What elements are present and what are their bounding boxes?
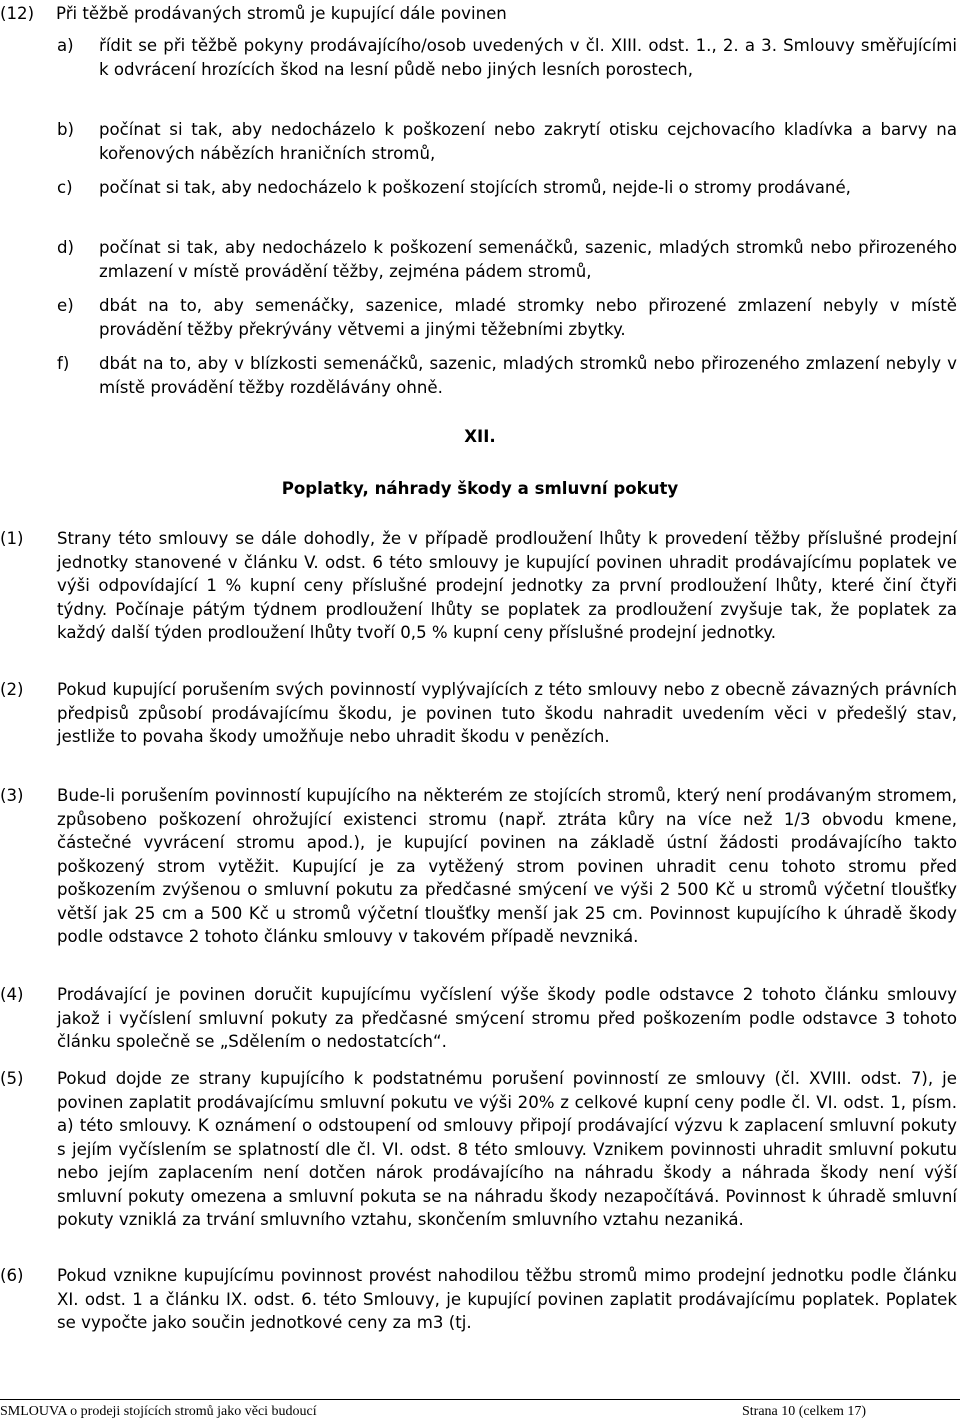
list-item-label: c) <box>57 178 73 197</box>
list-item-text: počínat si tak, aby nedocházelo k poškození nebo zakrytí otisku cejchovacího kladívka a barvy na kořenových nábězích hraničních stromů, <box>99 120 957 163</box>
list-item-text: počínat si tak, aby nedocházelo k poškození stojících stromů, nejde-li o stromy prodávané, <box>99 178 851 197</box>
list-item-label: a) <box>57 36 74 55</box>
section-title: Poplatky, náhrady škody a smluvní pokuty <box>281 479 679 498</box>
paragraph-number: (3) <box>0 786 24 805</box>
paragraph-number: (4) <box>0 985 24 1004</box>
paragraph-text: Pokud vznikne kupujícímu povinnost provést nahodilou těžbu stromů mimo prodejní jednotku podle článku XI. odst. 1 a článku IX. odst. 6. této Smlouvy, je kupující povinen zaplatit prodávajícímu poplatek. Poplatek se vypočte jako součin jednotkové ceny za m3 (tj. <box>57 1266 957 1332</box>
list-item-label: b) <box>57 120 75 139</box>
paragraph-number: (5) <box>0 1069 24 1088</box>
footer-divider <box>0 1399 960 1400</box>
list-item-label: d) <box>57 238 75 257</box>
paragraph-text: Pokud dojde ze strany kupujícího k podstatnému porušení povinností ze smlouvy (čl. XVIII. odst. 7), je povinen zaplatit prodávajícímu smluvní pokutu ve výši 20% z celkové kupní ceny podle čl. VI. odst. 1, písm. a) této smlouvy. K oznámení o odstoupení od smlouvy připojí prodávající výzvu k zaplacení smluvní pokuty s jejím vyčíslením se splatností dle čl. VI. odst. 8 této smlouvy. Vznikem povinnosti uhradit smluvní pokutu nebo jejím zaplacením není dotčen nárok prodávajícího na náhradu škody a náhrada škody není výší smluvní pokuty omezena a smluvní pokuta se na náhradu škody nezapočítává. Povinnost k úhradě smluvní pokuty vzniklá za trvání smluvního vztahu, skončením smluvního vztahu nezaniká. <box>57 1069 957 1229</box>
paragraph-text: Prodávající je povinen doručit kupujícímu vyčíslení výše škody podle odstavce 2 tohoto článku smlouvy jakož i vyčíslení smluvní pokuty za předčasné smýcení stromu před poškozením podle odstavce 3 tohoto článku společně se „Sdělením o nedostatcích“. <box>57 985 957 1051</box>
paragraph-number: (2) <box>0 680 24 699</box>
paragraph-text: Pokud kupující porušením svých povinností vyplývajících z této smlouvy nebo z obecně závazných právních předpisů způsobí prodávajícímu škodu, je povinen tuto škodu nahradit uvedením věci v předešlý stav, jestliže to povaha škody umožňuje nebo uhradit škodu v penězích. <box>57 680 957 746</box>
footer-document-title: SMLOUVA o prodeji stojících stromů jako věci budoucí <box>0 1404 317 1419</box>
paragraph-number: (1) <box>0 529 24 548</box>
paragraph-text: Bude-li porušením povinností kupujícího na některém ze stojících stromů, který není prodávaným stromem, způsobeno poškození ohrožující existenci stromu (např. ztráta kůry na více než 1/3 obvodu kmene, částečné vyvrácení stromu apod.), je kupující povinen na základě ústní žádosti prodávajícího takto poškozený strom vytěžit. Kupující je za vytěžený strom povinen uhradit cenu tohoto stromu před poškozením zvýšenou o smluvní pokutu za předčasné smýcení ve výši 2 500 Kč u stromů výčetní tloušťky větší jak 25 cm a 500 Kč u stromů výčetní tloušťky menší jak 25 cm. Povinnost kupujícího k úhradě škody podle odstavce 2 tohoto článku smlouvy v takovém případě nevzniká. <box>57 786 957 946</box>
clause-number: (12) <box>0 4 35 23</box>
section-number: XII. <box>464 427 496 446</box>
list-item-text: dbát na to, aby v blízkosti semenáčků, sazenic, mladých stromků nebo přirozeného zmlazení nebyly v místě provádění těžby rozdělávány ohně. <box>99 354 957 397</box>
list-item-text: řídit se při těžbě pokyny prodávajícího/osob uvedených v čl. XIII. odst. 1., 2. a 3. Smlouvy směřujícími k odvrácení hrozících škod na lesní půdě nebo jiných lesních porostech, <box>99 36 957 79</box>
list-item-label: f) <box>57 354 70 373</box>
list-item-label: e) <box>57 296 74 315</box>
list-item-text: počínat si tak, aby nedocházelo k poškození semenáčků, sazenic, mladých stromků nebo přirozeného zmlazení v místě provádění těžby, zejména pádem stromů, <box>99 238 957 281</box>
list-item-text: dbát na to, aby semenáčky, sazenice, mladé stromky nebo přirozené zmlazení nebyly v místě provádění těžby překrývány větvemi a jinými těžebními zbytky. <box>99 296 957 339</box>
paragraph-text: Strany této smlouvy se dále dohodly, že v případě prodloužení lhůty k provedení těžby příslušné prodejní jednotky stanovené v článku V. odst. 6 této smlouvy je kupující povinen uhradit prodávajícímu poplatek ve výši odpovídající 1 % kupní ceny příslušné prodejní jednotky za první prodloužení lhůty, které činí čtyři týdny. Počínaje pátým týdnem prodloužení lhůty se poplatek za prodloužení zvyšuje tak, že poplatek za každý další týden prodloužení lhůty tvoří 0,5 % kupní ceny příslušné prodejní jednotky. <box>57 529 957 642</box>
footer-page-number: Strana 10 (celkem 17) <box>742 1404 867 1419</box>
clause-text: Při těžbě prodávaných stromů je kupující dále povinen <box>56 4 507 23</box>
paragraph-number: (6) <box>0 1266 24 1285</box>
